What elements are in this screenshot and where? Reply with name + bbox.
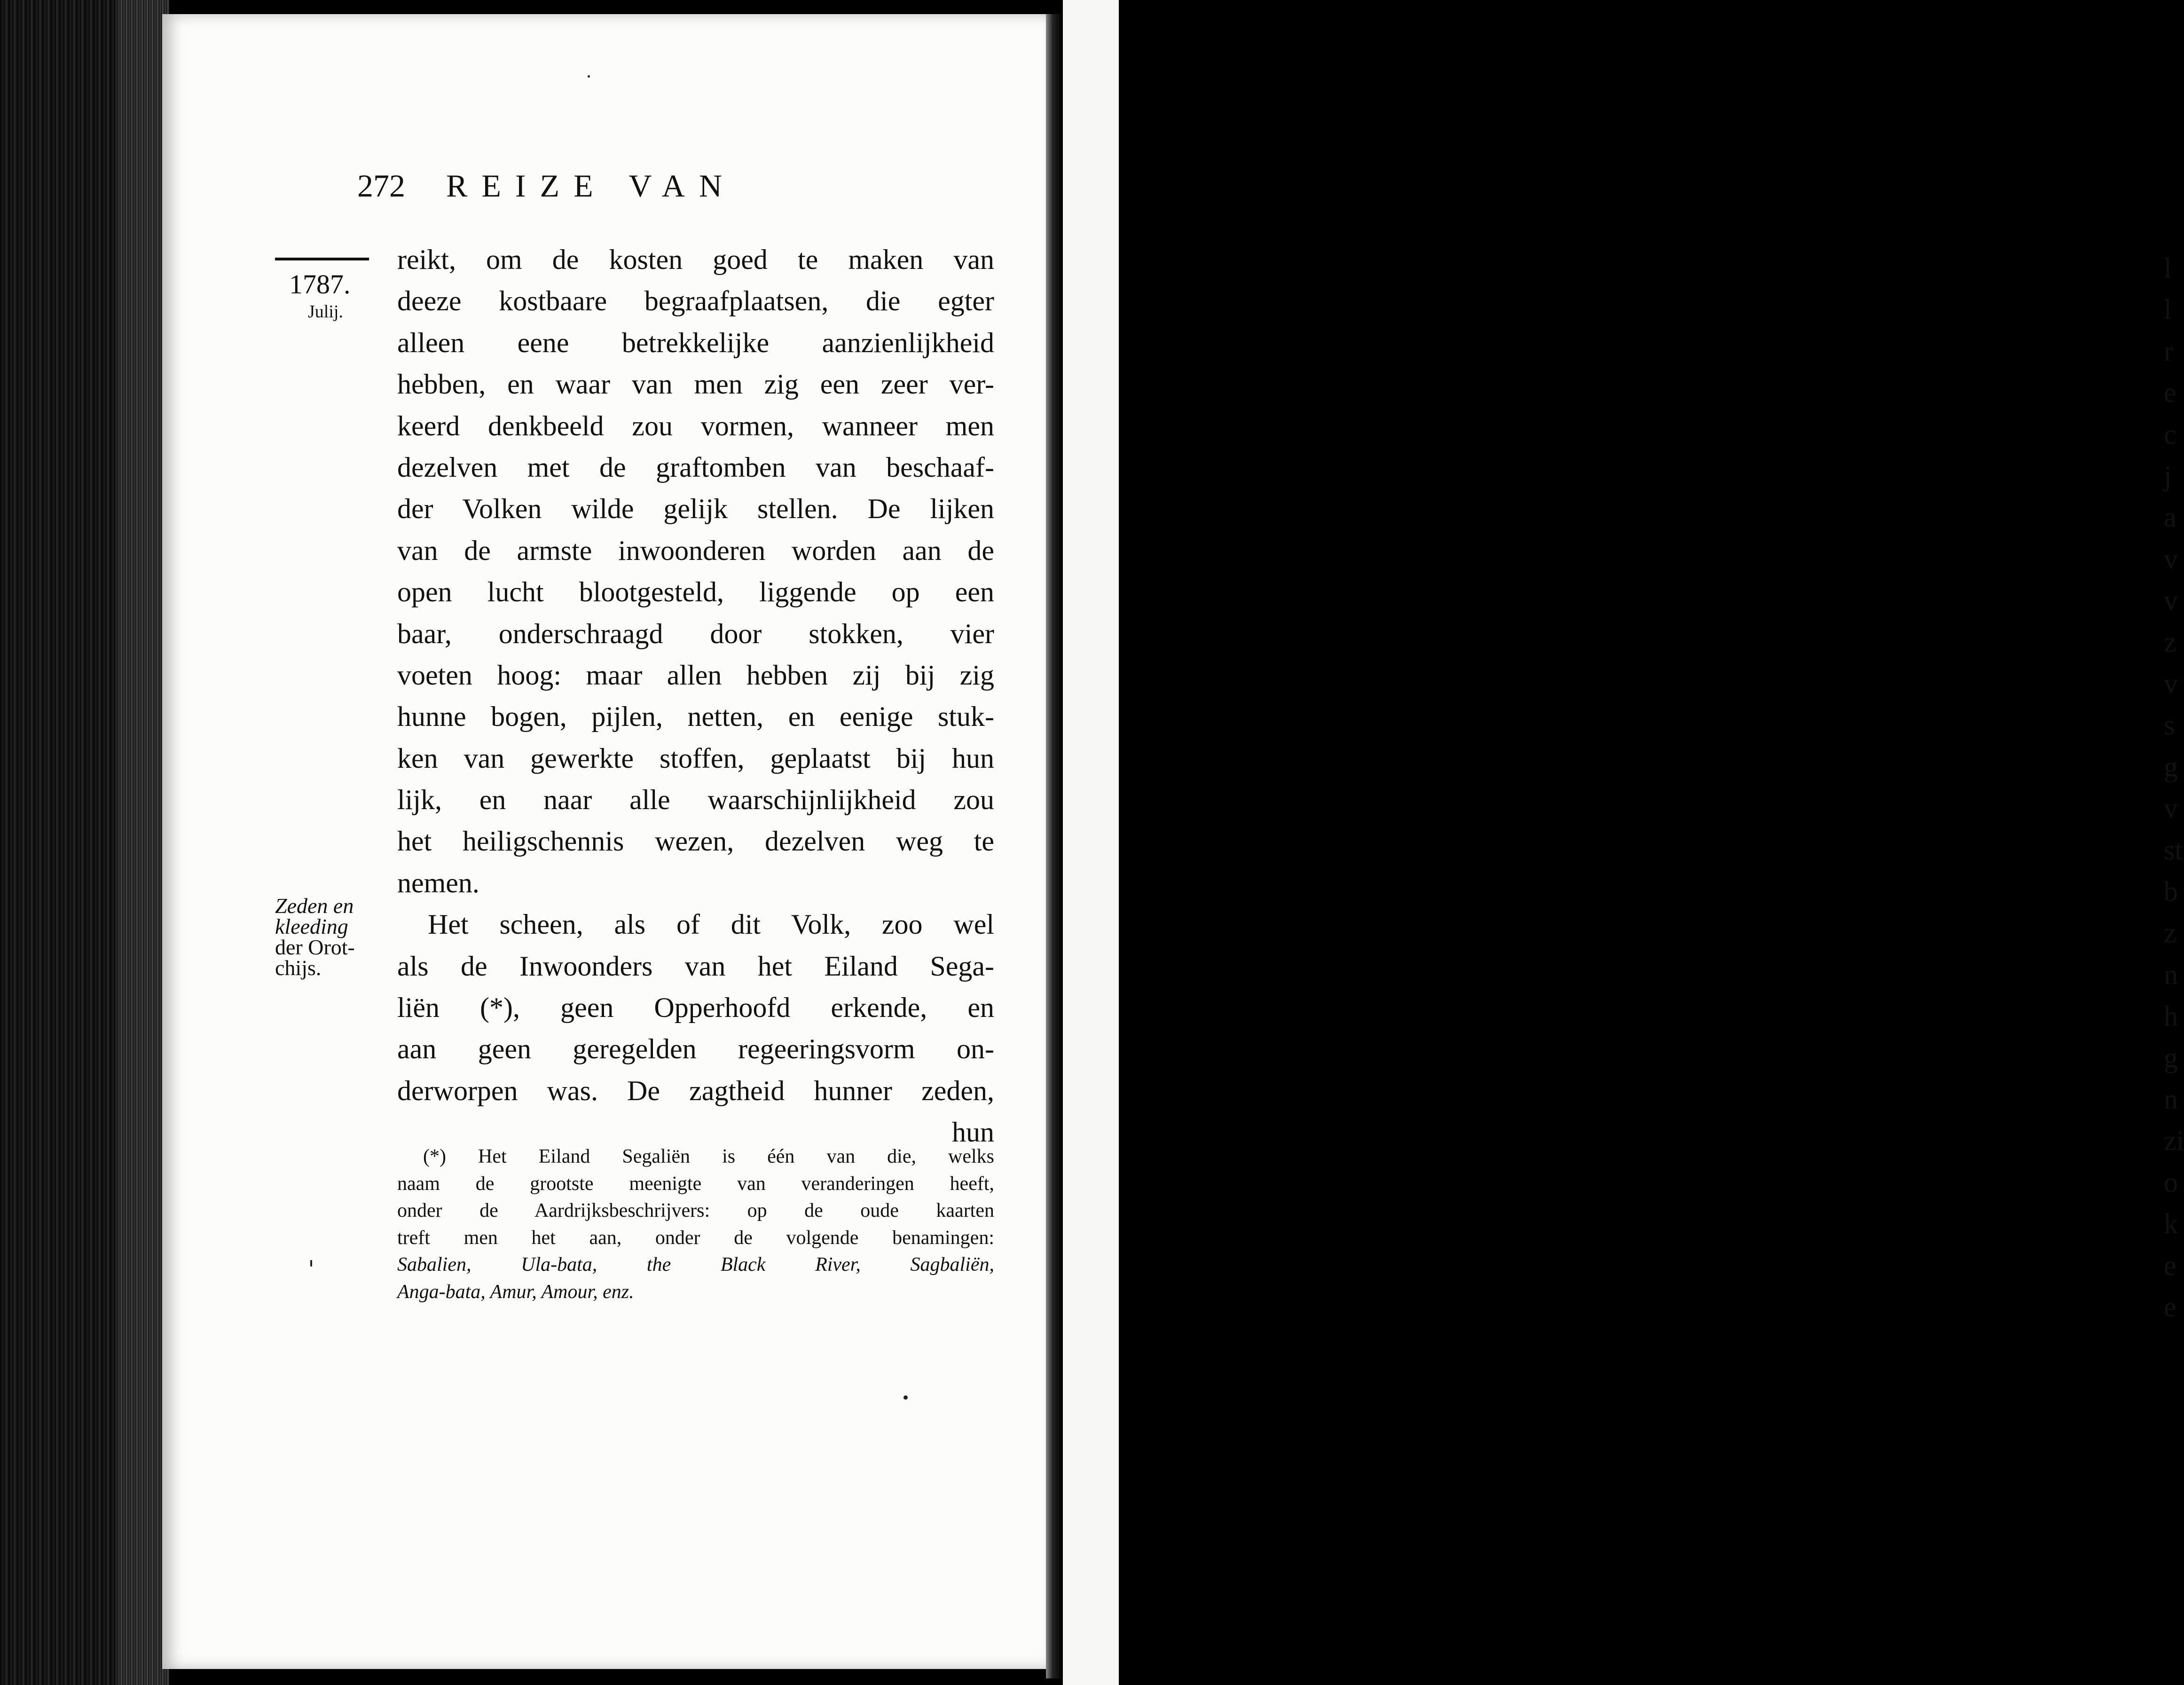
next-page-letter: l bbox=[2164, 252, 2172, 283]
text-line: ken van gewerkte stoffen, geplaatst bij hun bbox=[397, 742, 994, 774]
next-page-edge bbox=[1063, 0, 2184, 1685]
footnote-line: onder de Aardrijksbeschrijvers: op de oude kaarten bbox=[397, 1200, 994, 1221]
next-page-letter: g bbox=[2164, 751, 2178, 782]
text-line: baar, onderschraagd door stokken, vier bbox=[397, 618, 994, 649]
next-page-letter: h bbox=[2164, 1000, 2178, 1032]
page-stack bbox=[118, 0, 169, 1685]
margin-month: Julij. bbox=[308, 302, 343, 322]
next-page-letter: s bbox=[2164, 709, 2175, 741]
next-page-letter: e bbox=[2164, 1291, 2176, 1323]
next-page-letter: k bbox=[2164, 1208, 2178, 1240]
ink-speck bbox=[903, 1395, 908, 1400]
text-line: nemen. bbox=[397, 867, 479, 898]
text-line: der Volken wilde gelijk stellen. De lijken bbox=[397, 493, 994, 525]
next-page-letter: n bbox=[2164, 1084, 2178, 1115]
text-line: aan geen geregelden regeeringsvorm on- bbox=[397, 1033, 994, 1065]
text-line: als de Inwoonders van het Eiland Sega- bbox=[397, 950, 994, 982]
text-line: liën (*), geen Opperhoofd erkende, en bbox=[397, 992, 994, 1024]
next-page-letter: v bbox=[2164, 668, 2178, 699]
next-page-letter: z bbox=[2164, 917, 2176, 949]
next-page-letter: zi bbox=[2164, 1125, 2184, 1157]
text-line: open lucht blootgesteld, liggende op een bbox=[397, 576, 994, 608]
next-page-letter: c bbox=[2164, 418, 2176, 450]
footnote-line: (*) Het Eiland Segaliën is één van die, welks bbox=[423, 1146, 994, 1167]
next-page-letter: v bbox=[2164, 585, 2178, 616]
text-line: deeze kostbaare begraafplaatsen, die egter bbox=[397, 285, 994, 317]
footnote bbox=[397, 1143, 994, 1306]
next-page-letter: e bbox=[2164, 1250, 2176, 1281]
margin-note-line: kleeding bbox=[275, 914, 348, 938]
margin-note-line: der Orot- bbox=[275, 935, 355, 959]
gutter bbox=[1046, 14, 1063, 1678]
next-page-letter: b bbox=[2164, 876, 2178, 907]
page-header bbox=[357, 167, 736, 205]
text-line: Het scheen, als of dit Volk, zoo wel bbox=[428, 909, 994, 940]
next-page-letter: z bbox=[2164, 626, 2176, 658]
text-line: lijk, en naar alle waarschijnlijkheid zou bbox=[397, 784, 994, 816]
next-page-letter: e bbox=[2164, 377, 2176, 409]
catchword: hun bbox=[952, 1117, 994, 1148]
next-page-letter: g bbox=[2164, 1042, 2178, 1073]
margin-year: 1787. bbox=[289, 269, 351, 299]
text-line: voeten hoog: maar allen hebben zij bij zig bbox=[397, 659, 994, 691]
margin-note-line: chijs. bbox=[275, 956, 322, 980]
next-page-letter: st bbox=[2164, 834, 2183, 866]
footnote-line: treft men het aan, onder de volgende benamingen: bbox=[397, 1227, 994, 1249]
text-line: reikt, om de kosten goed te maken van bbox=[397, 244, 994, 275]
text-line: dezelven met de graftomben van beschaaf- bbox=[397, 451, 994, 483]
text-line: alleen eene betrekkelijke aanzienlijkheid bbox=[397, 327, 994, 358]
margin-note-line: Zeden en bbox=[275, 894, 354, 918]
margin-rule bbox=[275, 258, 369, 260]
next-page-letter: v bbox=[2164, 543, 2178, 575]
text-line: derworpen was. De zagtheid hunner zeden, bbox=[397, 1075, 994, 1106]
text-line: van de armste inwoonderen worden aan de bbox=[397, 535, 994, 566]
footnote-line: naam de grootste meenigte van veranderingen heeft, bbox=[397, 1173, 994, 1195]
running-head: REIZE VAN bbox=[446, 168, 736, 204]
body-text bbox=[397, 239, 994, 1153]
footnote-line: Anga-bata, Amur, Amour, enz. bbox=[397, 1281, 634, 1303]
text-line: hebben, en waar van men zig een zeer ver- bbox=[397, 369, 994, 400]
ink-speck bbox=[310, 1260, 312, 1267]
page-number: 272 bbox=[357, 168, 405, 204]
next-page-letter: a bbox=[2164, 502, 2176, 533]
ink-speck bbox=[588, 75, 590, 78]
footnote-line: Sabalien, Ula-bata, the Black River, Sagbaliën, bbox=[397, 1254, 994, 1276]
next-page-letter: j bbox=[2164, 460, 2172, 491]
text-line: het heiligschennis wezen, dezelven weg te bbox=[397, 826, 994, 857]
margin-note bbox=[275, 896, 393, 978]
next-page-letter: v bbox=[2164, 793, 2178, 824]
next-page-letter: n bbox=[2164, 959, 2178, 990]
next-page-letter: r bbox=[2164, 335, 2173, 367]
next-page-letter: l bbox=[2164, 294, 2172, 325]
text-line: keerd denkbeeld zou vormen, wanneer men bbox=[397, 410, 994, 441]
next-page-letter: o bbox=[2164, 1166, 2178, 1198]
text-line: hunne bogen, pijlen, netten, en eenige stuk- bbox=[397, 701, 994, 732]
